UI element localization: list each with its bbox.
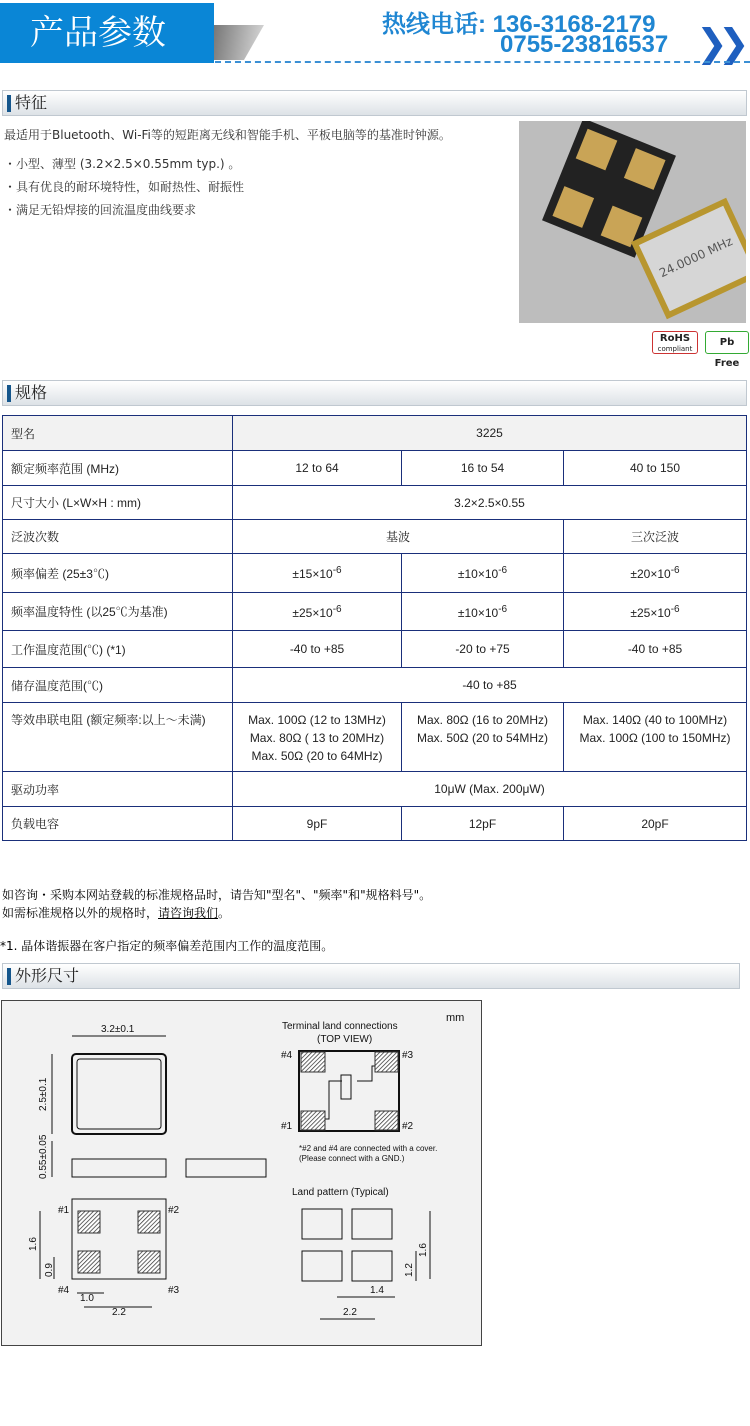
table-row xyxy=(3,554,747,593)
crystal-marking: 24.0000 MHz xyxy=(639,206,746,311)
table-row xyxy=(3,486,747,520)
text: (TOP VIEW) xyxy=(317,1034,373,1045)
dimension-drawing xyxy=(1,1000,482,1346)
text: 基波 xyxy=(233,520,564,554)
inquiry-note: 如咨询・采购本网站登载的标准规格品时，请告知"型名"、"频率"和"规格料号"。 xyxy=(2,888,432,902)
text: 1.6 xyxy=(28,1237,39,1251)
text: RoHS xyxy=(659,333,691,344)
text: compliant xyxy=(657,345,693,353)
text: #3 xyxy=(168,1285,180,1296)
text: 储存温度范围(℃) xyxy=(3,668,233,703)
table-row xyxy=(3,451,747,486)
text: Max. 50Ω (20 to 64MHz) xyxy=(251,749,383,763)
width-dim: 2.5±0.1 xyxy=(38,1077,49,1111)
section-specs-header: 规格 xyxy=(2,380,747,406)
text: *#2 and #4 are connected with a cover. xyxy=(299,1144,438,1153)
text: 型名 xyxy=(3,416,233,451)
spec-table xyxy=(2,415,747,841)
text: -6 xyxy=(670,565,680,576)
text: #4 xyxy=(281,1050,293,1061)
hotline-label: 热线电话: xyxy=(382,11,486,38)
section-dimensions-header: 外形尺寸 xyxy=(2,963,740,989)
text: #4 xyxy=(58,1285,70,1296)
text: ±15×10 xyxy=(292,567,333,581)
text: 尺寸大小 (L×W×H : mm) xyxy=(3,486,233,520)
custom-spec-note xyxy=(2,904,230,921)
text: 0.9 xyxy=(44,1263,55,1277)
text: Max. 100Ω (100 to 150MHz) xyxy=(579,731,731,745)
text: ±20×10 xyxy=(630,567,671,581)
footnote: *1. 晶体谐振器在客户指定的频率偏差范围内工作的温度范围。 xyxy=(0,939,334,953)
text: 驱动功率 xyxy=(3,772,233,807)
table-row xyxy=(3,593,747,631)
banner-shadow xyxy=(214,25,264,60)
text: 3.2×2.5×0.55 xyxy=(233,486,747,520)
text: 如需标准规格以外的规格时， xyxy=(2,906,159,920)
text: 40 to 150 xyxy=(564,451,747,486)
height-dim: 0.55±0.05 xyxy=(38,1134,49,1179)
product-photo xyxy=(519,121,746,323)
text: #1 xyxy=(58,1205,70,1216)
double-chevron-icon: ❯❯ xyxy=(696,21,740,65)
text: -40 to +85 xyxy=(233,631,402,668)
text: 20pF xyxy=(564,807,747,841)
features-intro: 最适用于Bluetooth、Wi-Fi等的短距离无线和智能手机、平板电脑等的基准时钟源。 xyxy=(4,128,451,142)
table-row xyxy=(3,703,747,772)
text: 三次泛波 xyxy=(564,520,747,554)
text: 1.6 xyxy=(418,1243,429,1257)
text: #2 xyxy=(168,1205,180,1216)
text: Max. 80Ω ( 13 to 20MHz) xyxy=(249,731,385,745)
rohs-badge xyxy=(652,331,698,354)
table-row xyxy=(3,631,747,668)
table-row xyxy=(3,772,747,807)
text: 1.4 xyxy=(370,1285,384,1296)
text: 1.0 xyxy=(80,1293,94,1304)
text: Max. 80Ω (16 to 20MHz) xyxy=(416,713,548,727)
text: 12pF xyxy=(402,807,564,841)
table-row xyxy=(3,668,747,703)
table-row xyxy=(3,807,747,841)
text: 2.2 xyxy=(112,1307,126,1318)
text: Terminal land connections xyxy=(282,1021,398,1032)
drawing-svg xyxy=(2,1001,481,1345)
text: (Please connect with a GND.) xyxy=(299,1154,405,1163)
section-features-header: 特征 xyxy=(2,90,747,116)
text: #3 xyxy=(402,1050,414,1061)
text: ±10×10 xyxy=(457,605,499,620)
text: ±10×10 xyxy=(457,567,499,581)
text: 频率温度特性 (以25℃为基准) xyxy=(3,593,233,631)
text: 额定频率范围 (MHz) xyxy=(3,451,233,486)
text: -6 xyxy=(498,565,508,576)
feature-item: ・具有优良的耐环境特性，如耐热性、耐振性 xyxy=(4,180,245,194)
text: 频率偏差 (25±3℃) xyxy=(3,554,233,593)
unit-label: mm xyxy=(446,1012,465,1024)
feature-item: ・满足无铅焊接的回流温度曲线要求 xyxy=(4,203,197,217)
pb-free-badge: Pb Free xyxy=(705,331,749,354)
divider xyxy=(215,61,750,63)
text: Max. 50Ω (20 to 54MHz) xyxy=(416,731,548,745)
phone-landline: 0755-23816537 xyxy=(500,31,669,58)
text: 。 xyxy=(218,906,231,920)
text: -6 xyxy=(670,603,680,615)
text: Land pattern (Typical) xyxy=(292,1187,389,1198)
text: #2 xyxy=(402,1121,414,1132)
table-row xyxy=(3,520,747,554)
text: 负载电容 xyxy=(3,807,233,841)
text: 2.2 xyxy=(343,1307,357,1318)
text: 1.2 xyxy=(404,1263,415,1277)
text: -6 xyxy=(498,603,508,615)
text: 9pF xyxy=(233,807,402,841)
text: -40 to +85 xyxy=(233,668,747,703)
phone-mobile: 136-3168-2179 xyxy=(492,11,656,38)
text: 10μW (Max. 200μW) xyxy=(233,772,747,807)
text: -20 to +75 xyxy=(402,631,564,668)
text: -40 to +85 xyxy=(564,631,747,668)
page-banner-title: 产品参数 xyxy=(0,3,214,63)
text: Max. 100Ω (12 to 13MHz) xyxy=(248,713,386,727)
text: 工作温度范围(℃) (*1) xyxy=(3,631,233,668)
text: -6 xyxy=(332,565,342,576)
text: ±25×10 xyxy=(292,605,333,620)
length-dim: 3.2±0.1 xyxy=(101,1024,135,1035)
text: 等效串联电阻 (额定频率:以上～未满) xyxy=(3,703,233,772)
text: 12 to 64 xyxy=(233,451,402,486)
text: Max. 140Ω (40 to 100MHz) xyxy=(582,713,728,727)
feature-item: ・小型、薄型 (3.2×2.5×0.55mm typ.) 。 xyxy=(4,157,241,171)
text: -6 xyxy=(332,603,342,615)
text: ±25×10 xyxy=(630,605,671,620)
text: #1 xyxy=(281,1121,293,1132)
text: 3225 xyxy=(233,416,747,451)
table-row xyxy=(3,416,747,451)
contact-us-link[interactable]: 请咨询我们 xyxy=(158,906,219,920)
text: 16 to 54 xyxy=(402,451,564,486)
text: 泛波次数 xyxy=(3,520,233,554)
